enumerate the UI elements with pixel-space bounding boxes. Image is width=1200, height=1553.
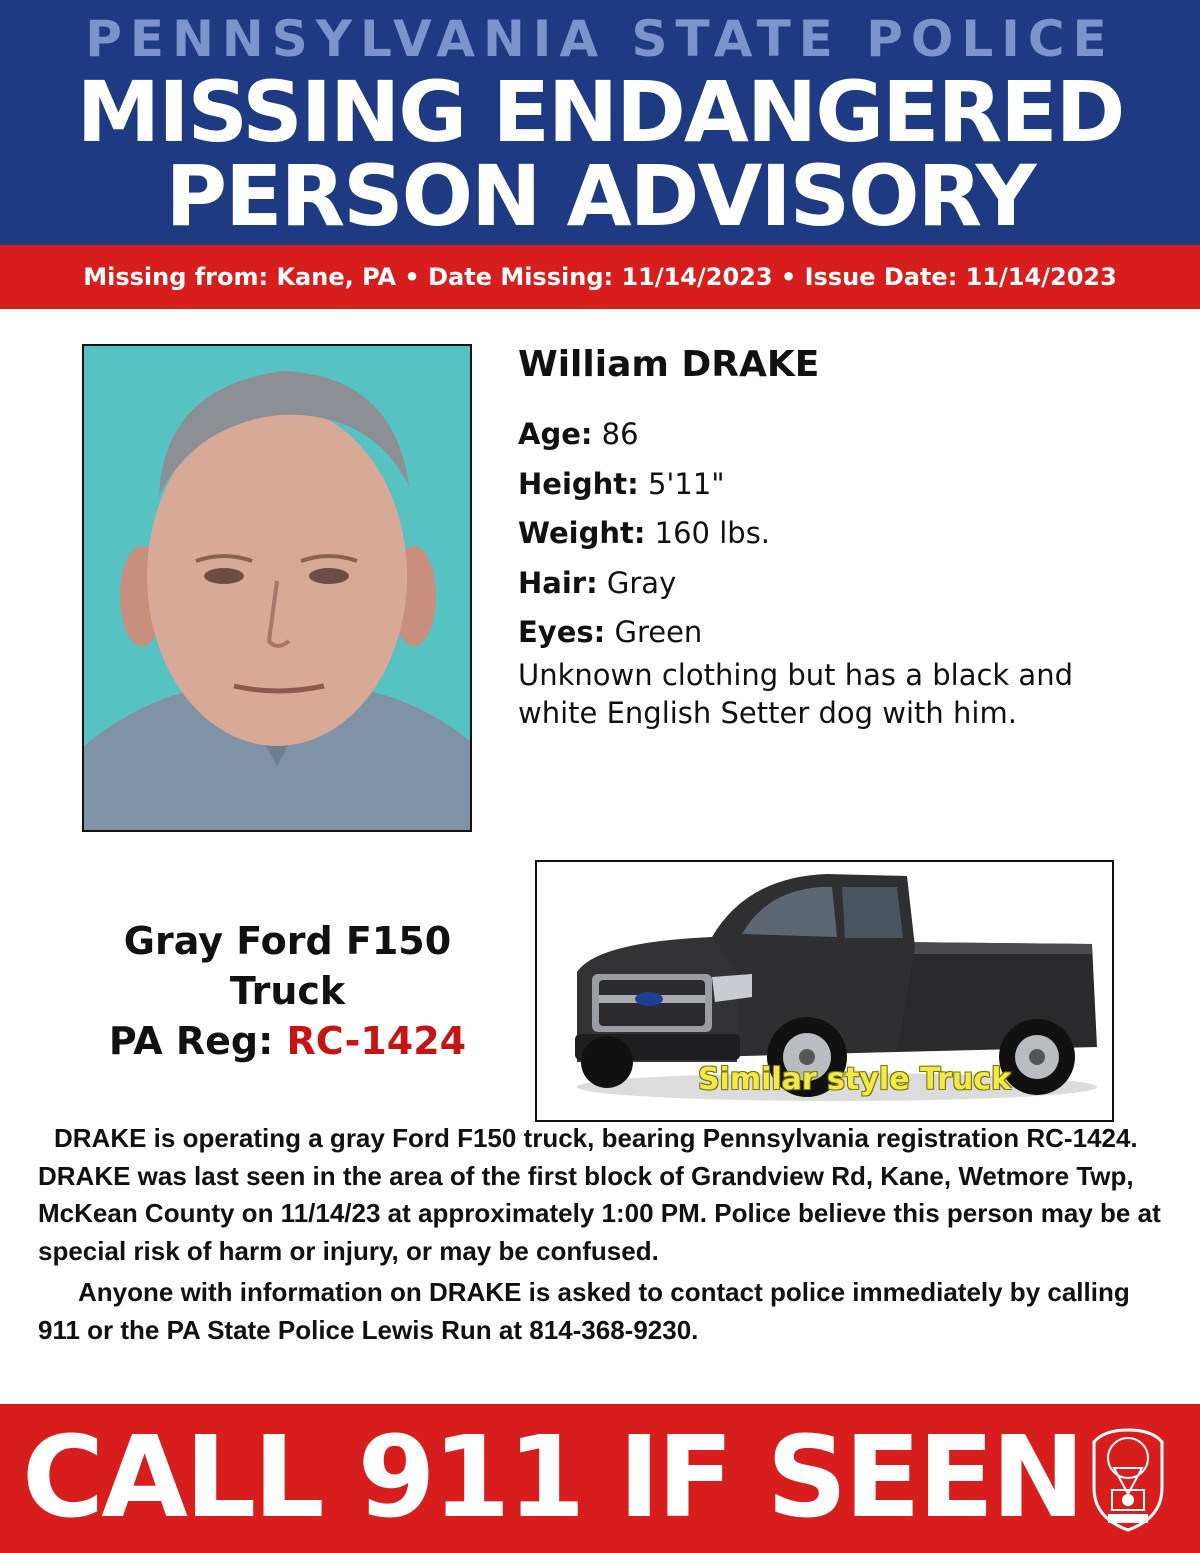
narrative-paragraph: DRAKE is operating a gray Ford F150 truck, bearing Pennsylvania registration RC-1424. DRAKE was last seen in the area of the first block of Grandview Rd, Kane, Wetmore Twp, McKean County on 11/14/23 at approximately 1:00 PM. Police believe this person may be at special risk of harm or injury, or may be confused. [38,1123,1161,1266]
truck-caption: Similar style Truck [697,1062,1012,1097]
person-details [518,412,1158,732]
call-to-action-banner [0,1404,1200,1553]
person-name: William DRAKE [518,344,820,385]
detail-weight [518,511,1158,561]
detail-hair [518,561,1158,611]
advisory-title-line1: MISSING ENDANGERED [76,63,1124,161]
person-portrait-illustration [84,346,470,830]
detail-value: 5'11" [638,466,725,501]
vehicle-type: Truck [229,969,346,1013]
vehicle-registration [80,1016,495,1066]
vehicle-model: Gray Ford F150 [123,919,452,963]
detail-value: 86 [592,417,639,451]
missing-info-bar: Missing from: Kane, PA • Date Missing: 11/14/2023 • Issue Date: 11/14/2023 [0,245,1200,309]
detail-height [518,462,1158,512]
contact-paragraph: Anyone with information on DRAKE is asked to contact police immediately by calling 911 or the PA State Police Lewis Run at 814-368-9230. [38,1277,1130,1345]
state-police-badge-icon [1092,1428,1164,1532]
detail-eyes [518,610,1158,660]
vehicle-description [80,916,495,1066]
agency-name: PENNSYLVANIA STATE POLICE [85,10,1115,68]
detail-label: Weight: [518,516,646,550]
call-911-text: CALL 911 IF SEEN [22,1413,1082,1543]
incident-narrative [38,1120,1166,1349]
detail-label: Age: [518,417,593,451]
detail-label: Hair: [518,565,598,600]
detail-value: Green [605,615,703,649]
clothing-description: Unknown clothing but has a black and white English Setter dog with him. [518,657,1073,730]
missing-person-photo [82,344,472,832]
detail-label: Height: [518,466,639,501]
vehicle-photo [535,860,1114,1122]
detail-value: Gray [597,565,677,600]
registration-label: PA Reg: [108,1019,287,1063]
advisory-header [0,0,1200,245]
registration-value: RC-1424 [286,1019,467,1063]
detail-value: 160 lbs. [645,516,771,550]
detail-age [518,412,1158,462]
detail-label: Eyes: [518,615,606,649]
advisory-title-line2: PERSON ADVISORY [165,147,1035,245]
